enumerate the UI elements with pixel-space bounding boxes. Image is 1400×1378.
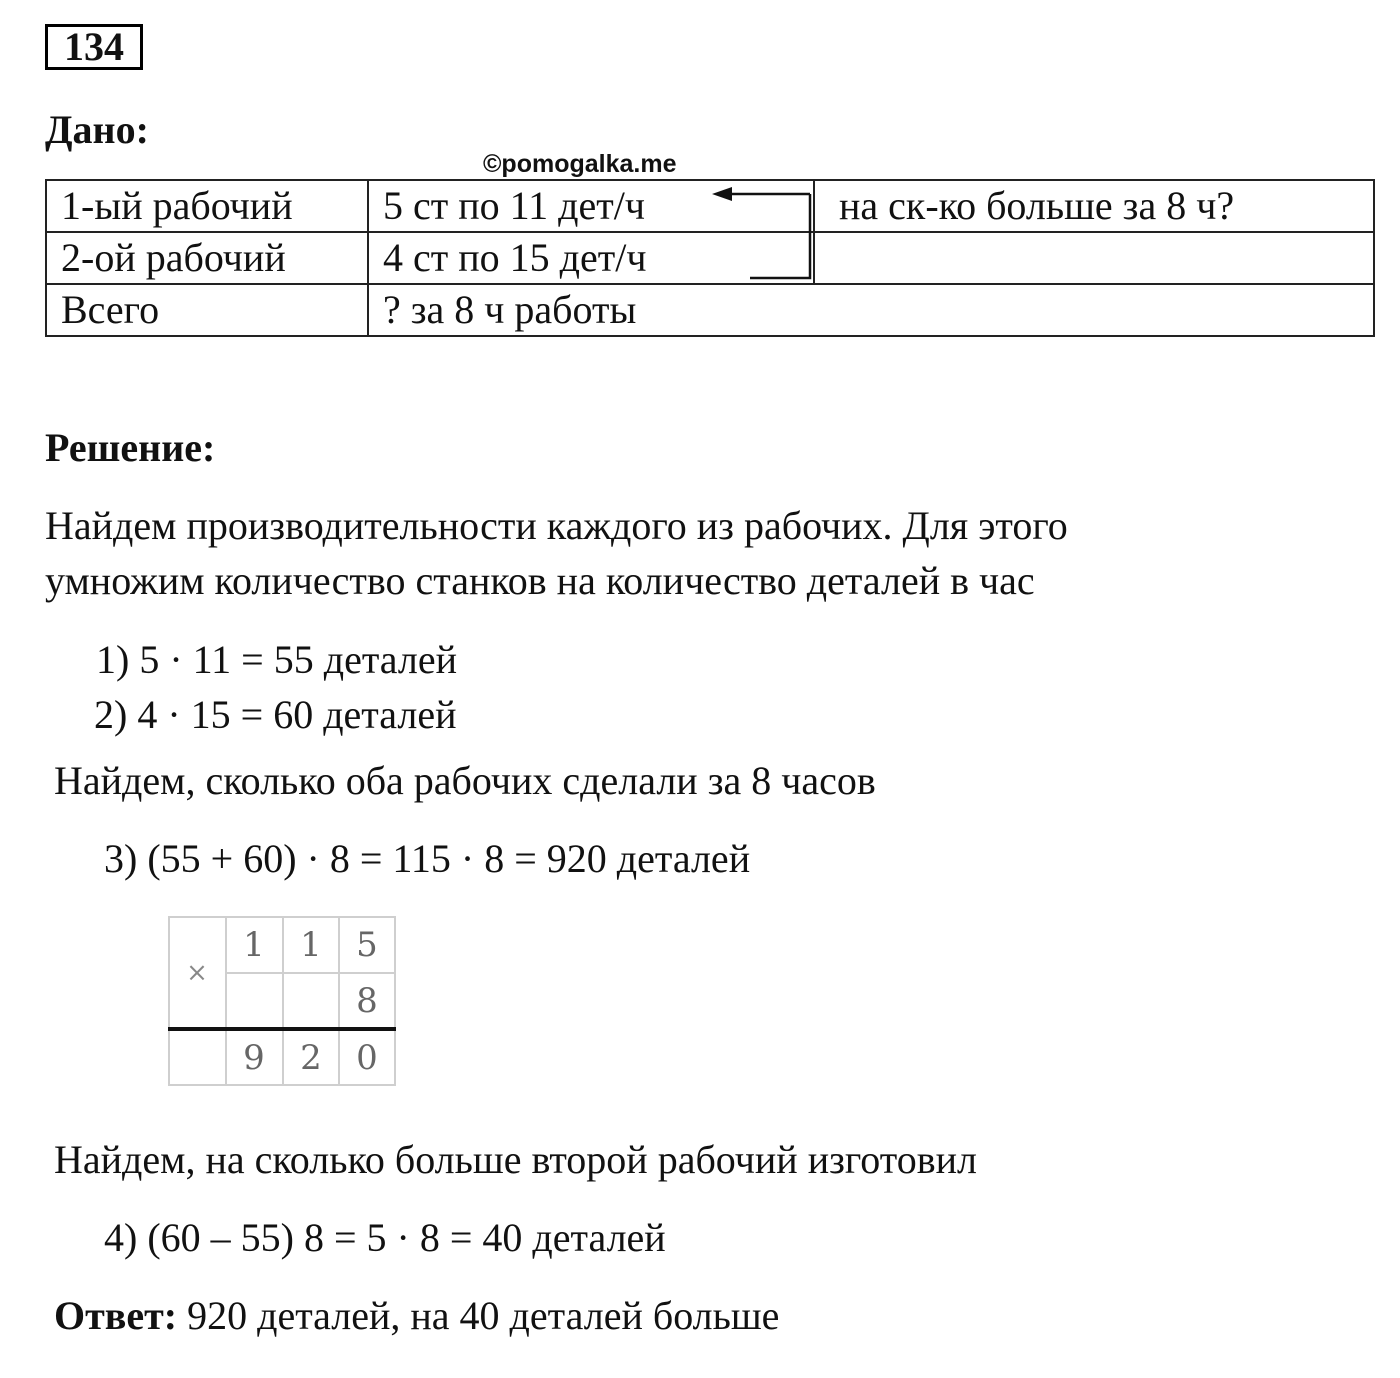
comparison-question: на ск-ко больше за 8 ч?: [814, 180, 1374, 232]
step-1: 1) 5 · 11 = 55 деталей: [96, 637, 458, 682]
bracket-arrow-icon: [700, 180, 820, 285]
grid-digit: 5: [356, 925, 378, 965]
given-heading: Дано:: [45, 107, 149, 152]
multiplication-grid: [168, 916, 398, 1088]
intro-line-2: умножим количество станков на количество деталей в час: [45, 558, 1035, 603]
intro-line-1: Найдем производительности каждого из рабочих. Для этого: [45, 503, 1068, 548]
text-both-workers: Найдем, сколько оба рабочих сделали за 8 часов: [54, 758, 876, 803]
result-digit: 2: [300, 1038, 322, 1078]
answer-text: 920 деталей, на 40 деталей больше: [177, 1293, 780, 1338]
text-more: Найдем, на сколько больше второй рабочий изготовил: [54, 1137, 977, 1182]
solution-heading: Решение:: [45, 425, 216, 470]
row-label: 1-ый рабочий: [46, 180, 368, 232]
table-row: [46, 284, 1374, 336]
row-value: ? за 8 ч работы: [368, 284, 814, 336]
row-note: [814, 232, 1374, 284]
step-2: 2) 4 · 15 = 60 деталей: [94, 692, 457, 737]
result-digit: 9: [243, 1038, 265, 1078]
problem-number: 134: [45, 24, 143, 70]
row-label: Всего: [46, 284, 368, 336]
step-3: 3) (55 + 60) · 8 = 115 · 8 = 920 деталей: [104, 836, 751, 881]
multiply-sign: ×: [186, 958, 208, 988]
grid-digit: 8: [356, 981, 378, 1021]
grid-digit: 1: [300, 925, 322, 965]
result-digit: 0: [356, 1038, 378, 1078]
column-multiplication: [168, 916, 398, 1093]
row-label: 2-ой рабочий: [46, 232, 368, 284]
grid-digit: 1: [243, 925, 265, 965]
row-value: 4 ст по 15 дет/ч: [368, 232, 814, 284]
step-4: 4) (60 – 55) 8 = 5 · 8 = 40 деталей: [104, 1215, 666, 1260]
answer-line: [54, 1288, 779, 1343]
row-value: 5 ст по 11 дет/ч: [368, 180, 814, 232]
row-note: [814, 284, 1374, 336]
answer-label: Ответ:: [54, 1293, 178, 1338]
watermark-text: ©pomogalka.me: [483, 150, 677, 178]
